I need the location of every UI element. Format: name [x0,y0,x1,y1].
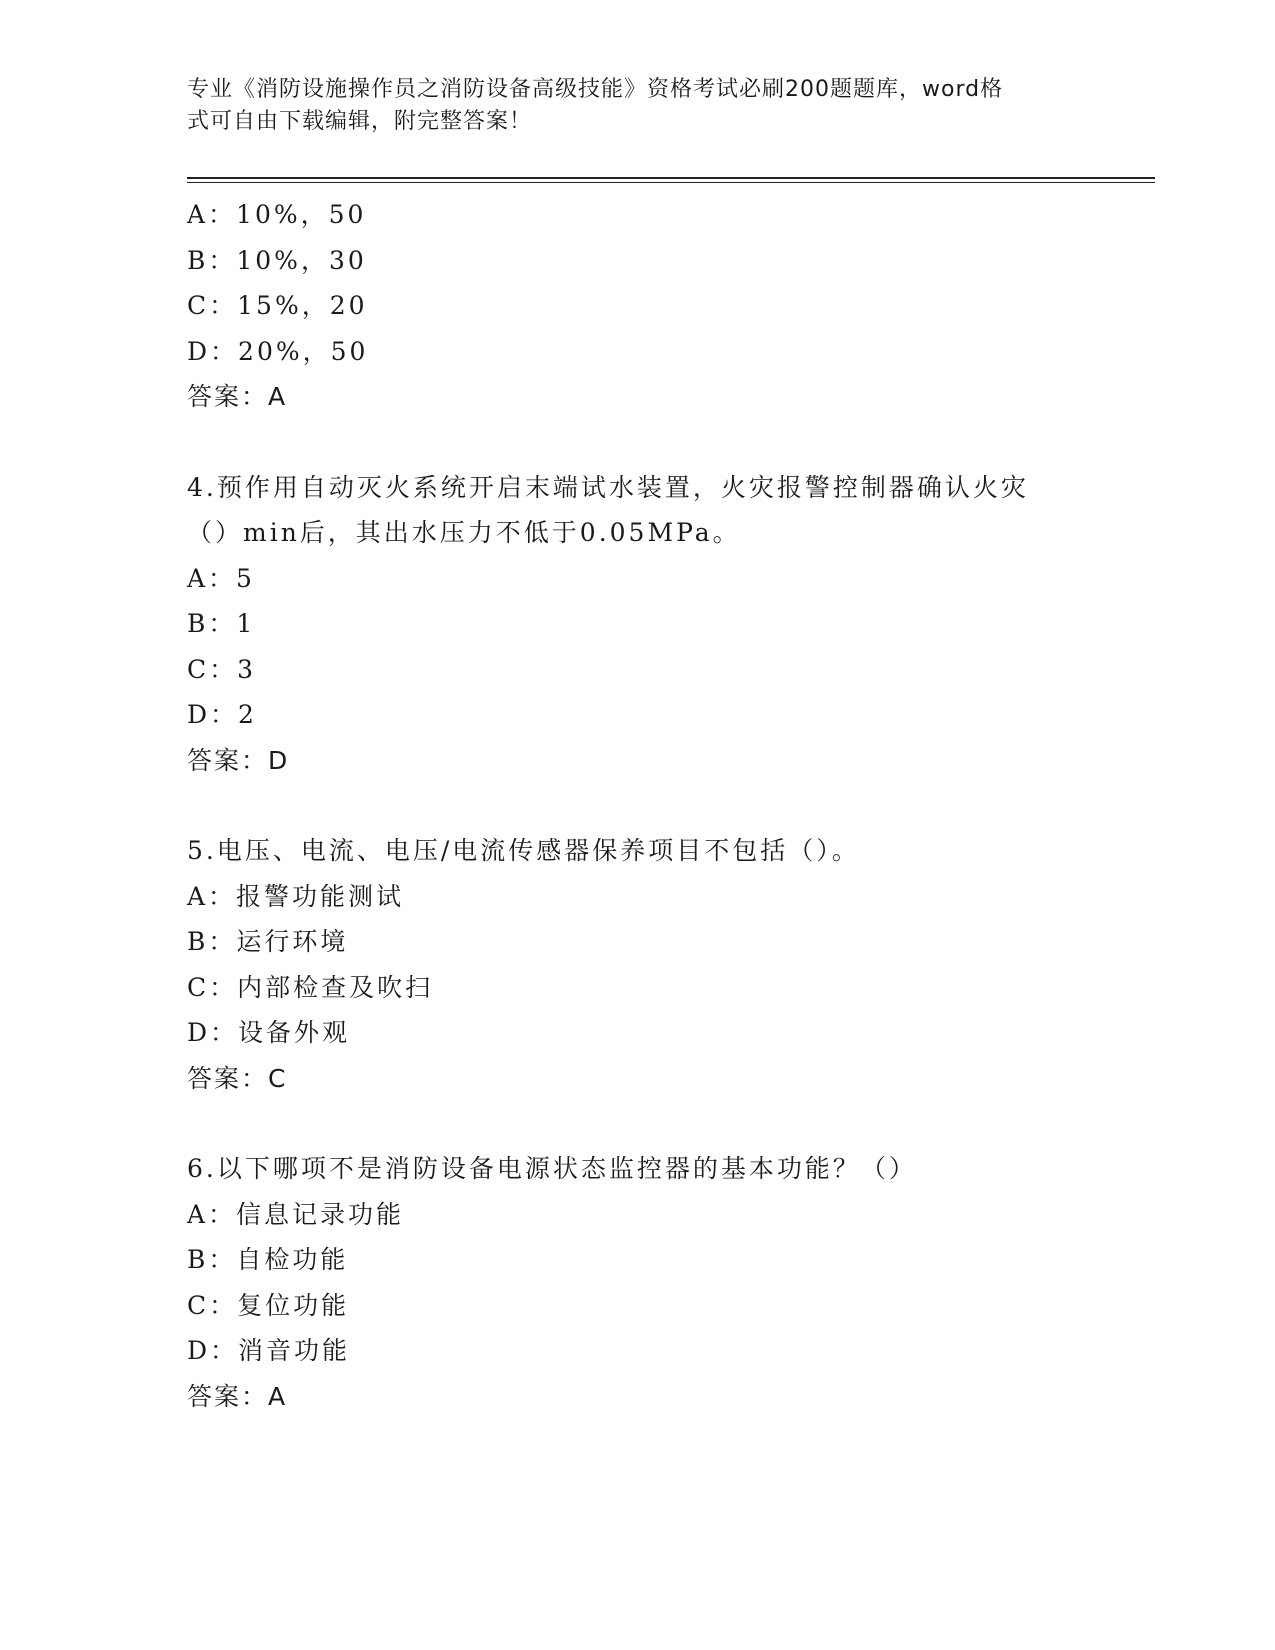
option-a: A：10%，50 [187,200,367,229]
option-a: A：信息记录功能 [187,1199,405,1229]
question-6-block [187,1146,1127,1419]
question-5-block [187,828,1127,1101]
option-d: D：设备外观 [187,1018,351,1047]
question-text: 5.电压、电流、电压/电流传感器保养项目不包括（）。 [187,836,860,865]
header-divider-thin [187,182,1155,183]
header-line-2: 式可自由下载编辑，附完整答案！ [187,109,533,134]
document-header [187,74,1067,138]
question-list [187,192,1127,1419]
answer: 答案：C [187,1063,288,1093]
spacer [187,420,1127,465]
header-line-1: 专业《消防设施操作员之消防设备高级技能》资格考试必刷200题题库，word格 [187,77,1004,102]
question-text-line-2: （）min后，其出水压力不低于0.05MPa。 [187,518,741,547]
question-text: 6.以下哪项不是消防设备电源状态监控器的基本功能？（） [187,1154,917,1183]
question-4-block [187,465,1127,784]
header-divider-thick [187,177,1155,179]
question-3-block [187,192,1127,420]
question-text-line-1: 4.预作用自动灭火系统开启末端试水装置，火灾报警控制器确认火灾 [187,472,1029,502]
option-a: A：报警功能测试 [187,881,405,911]
spacer [187,1101,1127,1146]
option-b: B：1 [187,609,256,638]
option-b: B：自检功能 [187,1245,349,1274]
option-d: D：消音功能 [187,1336,351,1365]
option-c: C：复位功能 [187,1290,350,1320]
option-d: D：2 [187,700,257,729]
option-c: C：15%，20 [187,291,368,320]
answer: 答案：D [187,745,290,775]
answer: 答案：A [187,1381,288,1411]
answer: 答案：A [187,382,288,411]
option-d: D：20%，50 [187,336,369,366]
option-b: B：10%，30 [187,245,367,275]
option-b: B：运行环境 [187,927,349,956]
spacer [187,783,1127,828]
option-c: C：3 [187,654,257,684]
option-c: C：内部检查及吹扫 [187,972,434,1002]
option-a: A：5 [187,563,255,593]
